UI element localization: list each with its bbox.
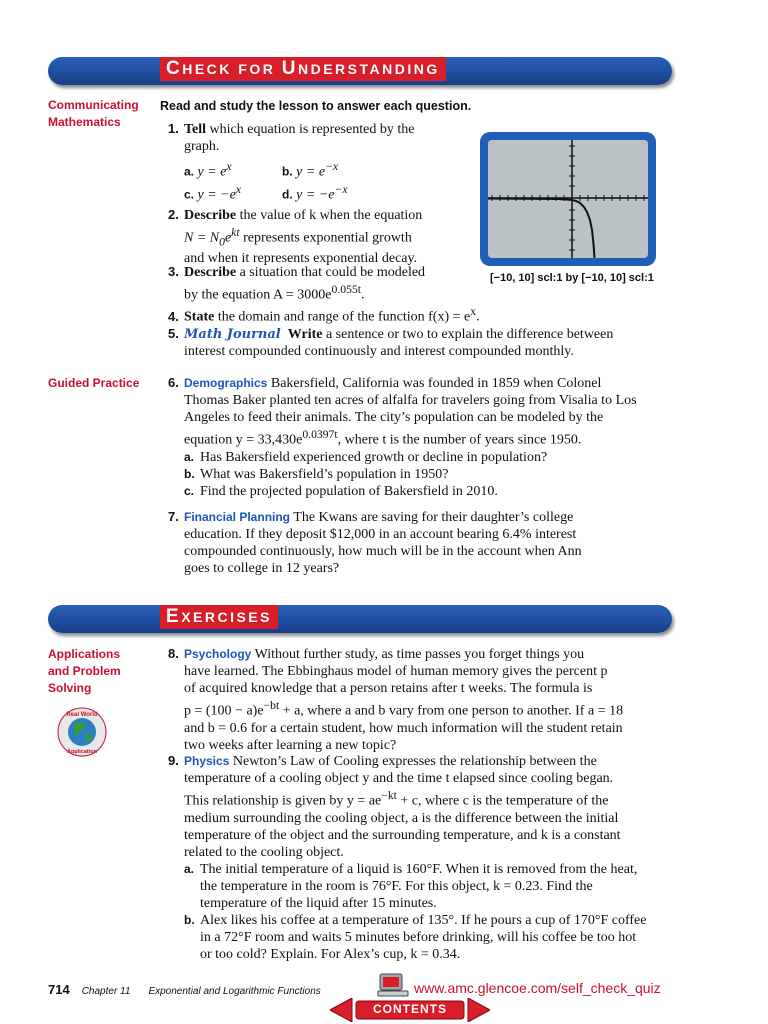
- real-world-application-globe-icon: [56, 706, 108, 758]
- sidebar-communicating: Communicating Mathematics: [48, 98, 139, 129]
- instructions: Read and study the lesson to answer each question.: [160, 99, 472, 113]
- sidebar-guided-practice: Guided Practice: [48, 376, 140, 390]
- graph-caption: [−10, 10] scl:1 by [−10, 10] scl:1: [490, 272, 654, 284]
- computer-icon[interactable]: [376, 972, 410, 998]
- next-arrow-icon[interactable]: [468, 998, 490, 1022]
- contents-button-label[interactable]: CONTENTS: [373, 1002, 447, 1016]
- question-8: 8. Psychology Without further study, as time passes you forget things you have learned. The Ebbinghaus model of human memory gives the percent p of acquired knowledge that a person retains after t weeks. The formula is $p = (100 - a)e^{-bt} + a$, where a and b vary from one person to another. If a = 18 and b = 0.6 for a certain student, how much information will the student retain two weeks after learning a new topic?: [168, 646, 624, 753]
- chapter-label: Chapter 11: [81, 986, 131, 997]
- self-check-quiz-link[interactable]: www.amc.glencoe.com/self_check_quiz: [414, 980, 661, 996]
- question-7: 7. Financial Planning The Kwans are saving for their daughter’s college education. If they deposit $12,000 in an account bearing 6.4% interest compounded continuously, how much will be in the account when Ann goes to college in 12 years?: [168, 509, 582, 576]
- question-1: 1. Tell which equation is represented by the graph.: [168, 121, 415, 154]
- svg-text:Application: Application: [67, 749, 97, 755]
- question-5: 5. Math Journal Write a sentence or two to explain the difference between interest compounded continuously and interest compounded monthly.: [168, 326, 614, 359]
- math-journal-label: Math Journal: [184, 327, 281, 342]
- sidebar-applications: Applications and Problem Solving: [48, 647, 121, 695]
- q1-choice-d: d. $y = -e^{-x}$: [282, 183, 348, 203]
- page-footer: [48, 982, 339, 997]
- q1-choice-b: b. $y = e^{-x}$: [282, 160, 339, 180]
- check-for-understanding-banner: [48, 57, 672, 85]
- question-2: 2. Describe the value of k when the equation $N = N_0e^{kt}$ represents exponential growth and when it represents exponential decay.: [168, 207, 423, 267]
- question-9: 9. Physics Newton’s Law of Cooling expresses the relationship between the temperature of a cooling object y and the time t elapsed since cooling began. This relationship is given by $y = ae^{-kt} + c$, where c is the temperature of the medium surrounding the cooling object, a is the difference between the initial temperature of the object and the surrounding temperature, and k is a constant related to the cooling object. a. The initial temperature of a liquid is 160°F. When it is removed from the heat, the temperature in the room is 76°F. For this object, k = 0.23. Find the temperature of the liquid after 15 minutes. b. Alex likes his coffee at a temperature of 135°. If he pours a cup of 170°F coffee in a 72°F room and waits 5 minutes before drinking, will his coffee be too hot or too cold? Explain. For Alex’s cup, k = 0.34.: [168, 753, 647, 962]
- graph-plot: [488, 140, 648, 258]
- q1-choice-c: c. $y = -e^x$: [184, 183, 242, 203]
- question-6: 6. Demographics Bakersfield, California was founded in 1859 when Colonel Thomas Baker planted ten acres of alfalfa for travelers going from Visalia to Los Angeles to feed their animals. The city’s population can be modeled by the equation $y = 33,430e^{0.0397t}$, where t is the number of years since 1950. a. Has Bakersfield experienced growth or decline in population? b. What was Bakersfield’s population in 1950? c. Find the projected population of Bakersfield in 2010.: [168, 375, 637, 499]
- q1-choice-a: a. $y = e^x$: [184, 160, 232, 180]
- question-4: 4. State the domain and range of the function $f(x) = e^x$.: [168, 305, 480, 325]
- section-title: CHECK FOR UNDERSTANDING: [160, 57, 446, 81]
- previous-arrow-icon[interactable]: [330, 998, 352, 1022]
- graphing-calculator-screen: [480, 132, 656, 266]
- exercises-banner: [48, 605, 672, 633]
- section-title: EXERCISES: [160, 605, 278, 629]
- question-3: 3. Describe a situation that could be modeled by the equation $A = 3000e^{0.055t}$.: [168, 264, 426, 303]
- chapter-title: Exponential and Logarithmic Functions: [148, 986, 321, 997]
- page-number: 714: [48, 982, 70, 997]
- svg-text:Real World: Real World: [66, 712, 98, 718]
